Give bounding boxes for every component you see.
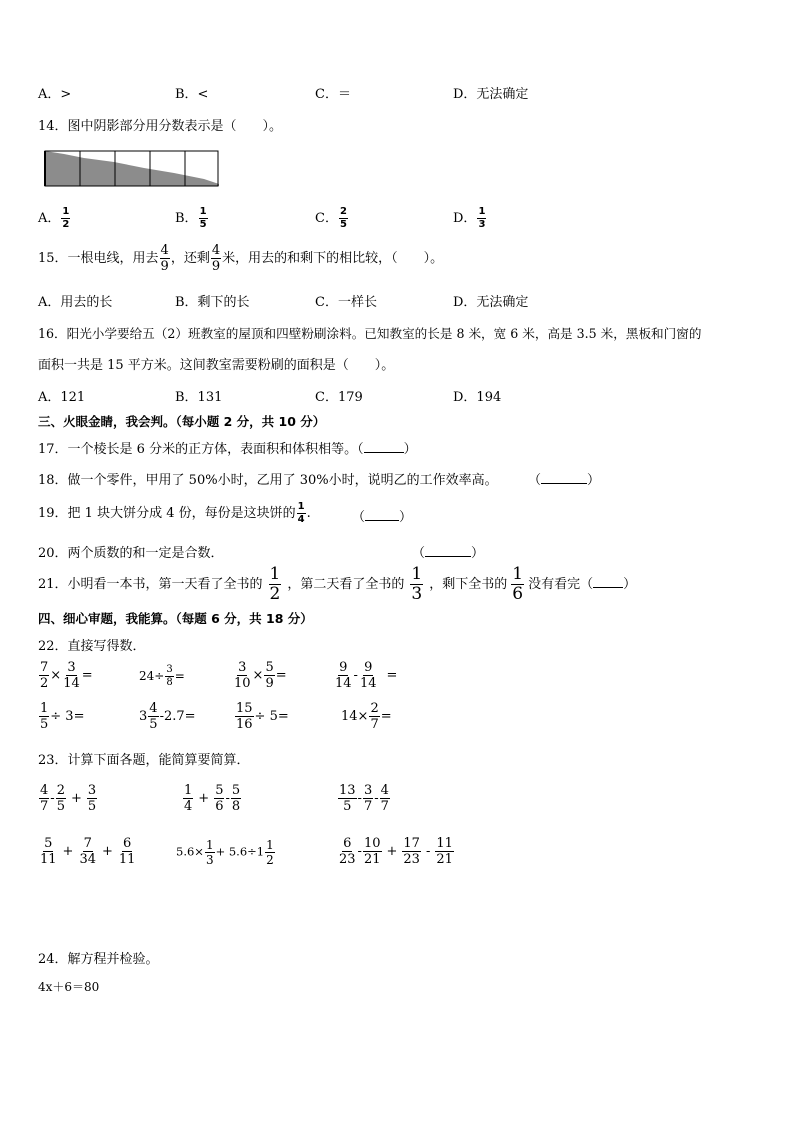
- q23-expr-5: 5.6× $\frac{1}{3}$ + 5.6÷1 $\frac{1}{2}$: [176, 838, 274, 867]
- q16-line2: 面积一共是 15 平方米。这间教室需要粉刷的面积是（ ）。: [38, 358, 395, 373]
- q23-expr-3: $\frac{13}{5}$ - $\frac{3}{7}$ - $\frac{4}{7}$: [339, 783, 389, 814]
- q16-line1: 16．阳光小学要给五（2）班教室的屋顶和四壁粉刷涂料。已知教室的长是 8 米，宽 6 米，高是 3.5 米，黑板和门窗的: [38, 326, 702, 341]
- q22-expr-2: 24÷ $\frac{3}{8}$ =: [139, 664, 185, 688]
- q13-option-c: C．＝: [315, 87, 351, 102]
- q18: 18．做一个零件，甲用了 50%小时，乙用了 30%小时，说明乙的工作效率高。: [38, 473, 498, 488]
- q24-stem: 24．解方程并检验。: [38, 952, 159, 967]
- q14-option-d: D． $\frac{1}{3}$: [453, 206, 486, 230]
- q22-expr-5: $\frac{1}{5}$ ÷ 3=: [40, 701, 85, 732]
- q22-stem: 22．直接写得数．: [38, 639, 146, 654]
- q21-answer-blank[interactable]: [593, 575, 623, 588]
- q20: 20．两个质数的和一定是合数．: [38, 546, 224, 561]
- q15-option-c: C．一样长: [315, 295, 377, 310]
- q23-expr-2: $\frac{1}{4}$ + $\frac{5}{6}$ - $\frac{5}{8}$: [184, 783, 241, 814]
- q22-expr-6: 3 $\frac{4}{5}$ -2.7=: [139, 701, 196, 732]
- q23-expr-6: $\frac{6}{23}$ - $\frac{10}{21}$ + $\frac{17}{23}$ - $\frac{11}{21}$: [339, 836, 453, 867]
- q20-answer: （ ）: [412, 546, 485, 561]
- section-3-heading: 三、火眼金睛，我会判。（每小题 2 分，共 10 分）: [38, 414, 326, 429]
- q13-option-b: B．<: [175, 87, 209, 102]
- q13-option-a: A．>: [38, 87, 72, 102]
- q14-option-c: C． $\frac{2}{5}$: [315, 206, 347, 230]
- section-4-heading: 四、细心审题，我能算。（每题 6 分，共 18 分）: [38, 611, 313, 626]
- q15-option-b: B．剩下的长: [175, 295, 250, 310]
- q22-expr-8: 14× $\frac{2}{7}$ =: [341, 701, 392, 732]
- q15-option-d: D．无法确定: [453, 295, 529, 310]
- q16-option-b: B．131: [175, 390, 223, 405]
- q22-expr-1: $\frac{7}{2}$ × $\frac{3}{14}$ =: [40, 660, 93, 691]
- q23-stem: 23．计算下面各题，能简算要简算．: [38, 753, 250, 768]
- q15-option-a: A．用去的长: [38, 295, 113, 310]
- q22-expr-7: $\frac{15}{16}$ ÷ 5=: [236, 701, 289, 732]
- q22-expr-4: $\frac{9}{14}$ - $\frac{9}{14}$ =: [335, 660, 398, 691]
- q14-figure: [44, 150, 222, 187]
- q21: 21．小明看一本书，第一天看了全书的 $\frac{1}{2}$ ，第二天看了全书的 $\frac{1}{3}$ ，剩下全书的 $\frac{1}{6}$ 没有看完（ ）: [38, 564, 637, 604]
- q23-expr-4: $\frac{5}{11}$ + $\frac{7}{34}$ + $\frac{6}{11}$: [40, 836, 136, 867]
- q19: 19．把 1 块大饼分成 4 份，每份是这块饼的 $\frac{1}{4}$ .: [38, 501, 311, 525]
- q17-answer-blank[interactable]: [364, 440, 404, 453]
- q16-option-d: D．194: [453, 390, 502, 405]
- q14-shaded-area: [45, 151, 219, 186]
- q13-option-d: D．无法确定: [453, 87, 529, 102]
- q17: 17．一个棱长是 6 分米的正方体，表面积和体积相等。（ ）: [38, 442, 417, 457]
- q20-answer-blank[interactable]: [425, 544, 471, 557]
- q15-stem: 15．一根电线，用去 $\frac{4}{9}$ ，还剩 $\frac{4}{9}$ 米，用去的和剩下的相比较，（ ）。: [38, 243, 444, 274]
- q18-answer-blank[interactable]: [541, 471, 587, 484]
- q16-option-c: C．179: [315, 390, 363, 405]
- q18-answer: （ ）: [528, 473, 601, 488]
- q16-option-a: A．121: [38, 390, 86, 405]
- q24-equation: 4x＋6＝80: [38, 980, 100, 994]
- q22-expr-3: $\frac{3}{10}$ × $\frac{5}{9}$ =: [234, 660, 287, 691]
- q14-stem: 14．图中阴影部分用分数表示是（ ）。: [38, 119, 283, 134]
- q19-answer: （ ）: [352, 510, 413, 525]
- q23-expr-1: $\frac{4}{7}$ - $\frac{2}{5}$ + $\frac{3}{5}$: [40, 783, 97, 814]
- q19-answer-blank[interactable]: [365, 508, 399, 521]
- q14-option-b: B． $\frac{1}{5}$: [175, 206, 207, 230]
- q14-option-a: A． $\frac{1}{2}$: [38, 206, 70, 230]
